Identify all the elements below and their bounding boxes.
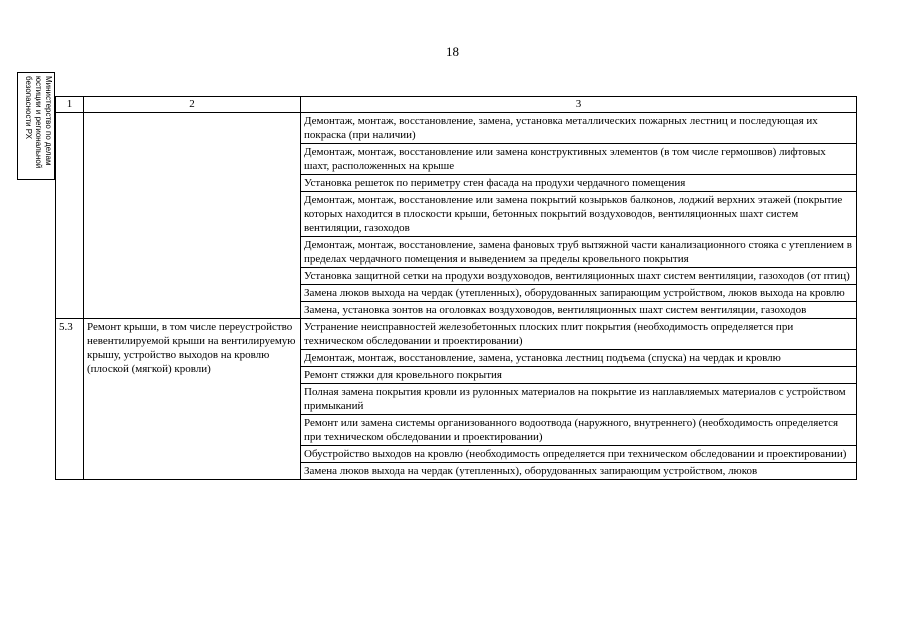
stamp-line: юстиции и региональной xyxy=(34,76,43,169)
work-item-cell: Демонтаж, монтаж, восстановление, замена, установка лестниц подъема (спуска) на чердак и кровлю xyxy=(301,350,857,367)
header-col-3: 3 xyxy=(301,97,857,113)
work-item-cell: Обустройство выходов на кровлю (необходимость определяется при техническом обследовании и проектировании) xyxy=(301,446,857,463)
table-header-row xyxy=(56,97,857,113)
stamp-line: Министерство по делам xyxy=(44,76,53,166)
work-item-cell: Замена люков выхода на чердак (утепленных), оборудованных запирающим устройством, люков xyxy=(301,463,857,480)
work-item-cell: Замена, установка зонтов на оголовках воздуховодов, вентиляционных шахт систем вентиляции, газоходов xyxy=(301,302,857,319)
section-title-cell: Ремонт крыши, в том числе переустройство невентилируемой крыши на вентилируемую крышу, устройство выходов на кровлю (плоской (мягкой) кровли) xyxy=(84,319,301,480)
table-row xyxy=(56,113,857,144)
work-item-cell: Ремонт или замена системы организованного водоотвода (наружного, внутреннего) (необходимость определяется при техническом обследовании и проектировании) xyxy=(301,415,857,446)
work-item-cell: Полная замена покрытия кровли из рулонных материалов на покрытие из наплавляемых материалов с устройством примыканий xyxy=(301,384,857,415)
work-item-cell: Демонтаж, монтаж, восстановление, замена, установка металлических пожарных лестниц и последующая их покраска (при наличии) xyxy=(301,113,857,144)
work-item-cell: Ремонт стяжки для кровельного покрытия xyxy=(301,367,857,384)
work-item-cell: Установка защитной сетки на продухи воздуховодов, вентиляционных шахт систем вентиляции, газоходов (от птиц) xyxy=(301,268,857,285)
ministry-stamp xyxy=(17,72,55,180)
title-cell-empty xyxy=(84,113,301,319)
table-row xyxy=(56,319,857,350)
work-item-cell: Демонтаж, монтаж, восстановление, замена фановых труб вытяжной части канализационного стояка с утеплением в пределах чердачного помещения и выведением за пределы кровельного покрытия xyxy=(301,237,857,268)
work-item-cell: Устранение неисправностей железобетонных плоских плит покрытия (необходимость определяется при техническом обследовании и проектировании) xyxy=(301,319,857,350)
work-item-cell: Демонтаж, монтаж, восстановление или замена конструктивных элементов (в том числе гермошвов) лифтовых шахт, расположенных на крыше xyxy=(301,144,857,175)
work-item-cell: Демонтаж, монтаж, восстановление или замена покрытий козырьков балконов, лоджий верхних этажей (покрытие которых находится в плоскости крыши, бетонных покрытий воздуховодов, вентиляционных шахт систем вентиляции, газоходов xyxy=(301,192,857,237)
stamp-line: безопасности РХ xyxy=(24,76,33,140)
work-item-cell: Замена люков выхода на чердак (утепленных), оборудованных запирающим устройством, люков выхода на кровлю xyxy=(301,285,857,302)
header-col-2: 2 xyxy=(84,97,301,113)
work-item-cell: Установка решеток по периметру стен фасада на продухи чердачного помещения xyxy=(301,175,857,192)
number-cell-empty xyxy=(56,113,84,319)
page-number: 18 xyxy=(446,44,459,59)
works-table xyxy=(55,96,857,480)
section-number-cell: 5.3 xyxy=(56,319,84,480)
header-col-1: 1 xyxy=(56,97,84,113)
